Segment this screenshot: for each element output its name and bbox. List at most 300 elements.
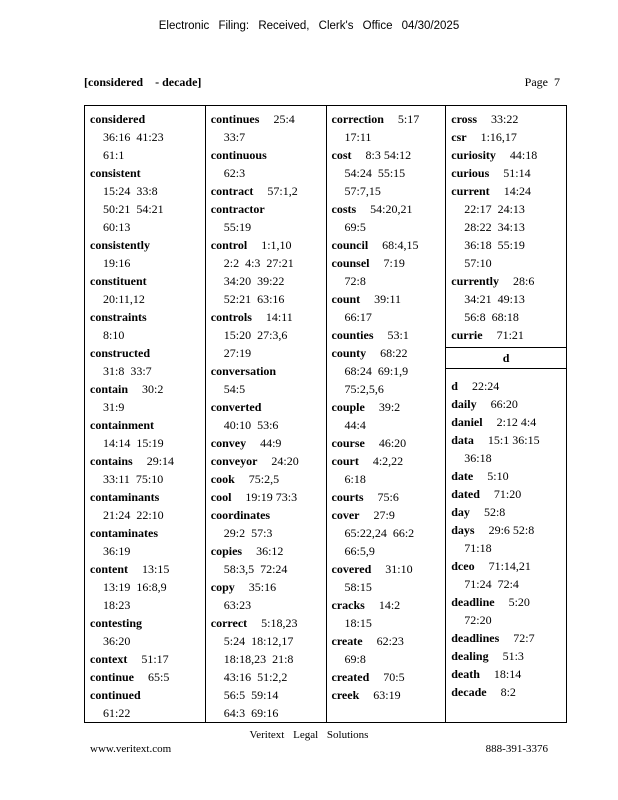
index-reference: 22:17 24:13 [464,202,525,216]
index-reference: 27:9 [373,508,395,522]
index-reference: 71:24 72:4 [464,577,519,591]
index-entry [332,254,446,290]
index-term: csr [451,130,467,144]
index-entry [90,524,205,560]
index-reference: 8:10 [103,328,125,342]
index-term: courts [331,490,364,504]
footer-phone: 888-391-3376 [485,743,548,755]
index-reference: 43:16 51:2,2 [223,670,288,684]
index-entry-head [211,182,326,200]
index-entry [332,452,446,488]
index-reference: 71:18 [464,541,492,555]
index-reference: 46:20 [378,436,407,450]
index-term: daniel [451,415,483,429]
index-reference: 30:2 [142,382,164,396]
index-reference: 68:22 [380,346,408,360]
index-entry-head [451,377,566,395]
index-entry [90,488,205,524]
index-term: contractor [210,202,265,216]
index-entry-head [451,683,566,701]
index-term: contaminates [90,526,158,540]
index-entry [90,452,205,488]
index-entry [451,647,566,665]
index-reference: 57:7,15 [344,184,381,198]
index-reference: 72:7 [513,631,535,645]
index-term: cool [210,490,232,504]
index-entry-head [90,650,205,668]
index-reference: 53:1 [387,328,409,342]
index-entry [90,650,205,668]
index-reference: 8:2 [500,685,516,699]
index-reference: 69:8 [344,652,366,666]
index-term: contaminants [90,490,160,504]
index-entry-head [332,452,446,470]
index-reference: 54:20,21 [370,202,413,216]
index-entry [332,344,446,398]
index-reference: 34:21 49:13 [464,292,525,306]
index-entry-head [451,647,566,665]
index-entry-head [451,413,566,431]
index-term: death [451,667,480,681]
index-entry-head [211,146,326,164]
index-term: couple [331,400,365,414]
index-term: conveyor [210,454,258,468]
index-entry [451,557,566,593]
index-term: continuous [210,148,267,162]
index-entry-head [451,557,566,575]
index-entry [451,521,566,557]
index-reference: 25:4 [273,112,295,126]
index-column-2 [206,106,327,722]
index-term: covered [331,562,372,576]
index-term: daily [451,397,477,411]
index-entry-head [451,503,566,521]
index-entry [451,467,566,485]
index-reference: 5:20 [508,595,530,609]
index-reference: 63:23 [223,598,252,612]
index-reference: 19:16 [103,256,131,270]
index-entry [90,668,205,686]
index-entry-head [451,629,566,647]
index-entry-head [332,254,446,272]
index-reference: 18:15 [344,616,372,630]
index-reference: 44:18 [509,148,538,162]
index-entry-head [332,506,446,524]
index-entry [211,578,326,614]
index-entry [90,236,205,272]
index-reference: 51:17 [141,652,169,666]
index-term: cross [451,112,478,126]
index-term: coordinates [210,508,271,522]
index-reference: 36:12 [256,544,284,558]
index-term: consistent [90,166,141,180]
index-reference: 6:18 [344,472,366,486]
index-reference: 44:4 [344,418,366,432]
index-entry [451,503,566,521]
index-entry-head [451,128,566,146]
index-entry-head [332,326,446,344]
index-reference: 34:20 39:22 [223,274,285,288]
index-reference: 5:24 18:12,17 [223,634,294,648]
index-term: created [331,670,370,684]
index-reference: 15:20 27:3,6 [223,328,288,342]
index-entry [451,683,566,701]
index-reference: 28:22 34:13 [464,220,525,234]
index-reference: 20:11,12 [103,292,145,306]
index-reference: 19:19 73:3 [245,490,298,504]
index-term: cracks [331,598,365,612]
index-entry [451,629,566,647]
index-reference: 51:14 [503,166,531,180]
index-reference: 62:23 [376,634,404,648]
index-reference: 75:6 [377,490,399,504]
index-entry [332,290,446,326]
index-term: conversation [210,364,277,378]
index-entry [451,485,566,503]
index-entry [211,308,326,362]
index-reference: 14:24 [503,184,532,198]
index-term: deadline [451,595,495,609]
index-entry-head [211,470,326,488]
index-term: contains [90,454,133,468]
index-entry [90,344,205,380]
index-term: counties [331,328,374,342]
index-reference: 15:24 33:8 [103,184,158,198]
index-reference: 14:14 15:19 [103,436,164,450]
index-entry-head [90,380,205,398]
index-entry-head [90,452,205,470]
index-entry-head [332,488,446,506]
index-reference: 17:11 [344,130,372,144]
index-entry [332,434,446,452]
index-reference: 36:20 [103,634,131,648]
index-reference: 58:15 [344,580,372,594]
index-reference: 54:5 [223,382,246,396]
index-reference: 63:19 [373,688,401,702]
index-reference: 51:3 [502,649,524,663]
index-term: constructed [90,346,150,360]
index-reference: 33:22 [491,112,519,126]
index-entry [451,146,566,164]
index-entry-head [332,110,446,128]
index-term: considered [90,112,146,126]
index-entry [451,395,566,413]
index-entry [211,506,326,542]
index-reference: 54:24 55:15 [344,166,406,180]
index-term: continues [210,112,260,126]
index-entry [90,686,205,722]
index-entry [332,398,446,434]
index-entry [451,593,566,629]
index-entry [332,560,446,596]
index-entry [90,380,205,416]
index-entry-head [332,290,446,308]
index-reference: 29:14 [146,454,175,468]
index-column-4-c-entries [446,106,566,344]
index-entry-head [451,272,566,290]
index-term: cost [331,148,352,162]
index-reference: 33:7 [223,130,246,144]
index-entry-head [451,485,566,503]
index-term: current [451,184,490,198]
index-reference: 5:18,23 [261,616,298,630]
index-entry [211,470,326,488]
index-reference: 4:2,22 [372,454,404,468]
index-reference: 35:16 [248,580,277,594]
index-reference: 21:24 22:10 [103,508,164,522]
index-entry [90,272,205,308]
index-entry [90,164,205,236]
index-reference: 64:3 69:16 [223,706,279,720]
index-reference: 29:6 52:8 [488,523,535,537]
index-reference: 5:10 [487,469,509,483]
index-entry-head [332,632,446,650]
index-entry-head [211,362,326,380]
index-term: curious [451,166,490,180]
index-term: council [331,238,369,252]
index-column-4-d-entries [446,369,566,701]
index-term: copy [210,580,235,594]
index-term: counsel [331,256,370,270]
index-reference: 70:5 [383,670,405,684]
index-entry [451,326,566,344]
index-reference: 2:2 4:3 27:21 [223,256,294,270]
index-reference: 36:18 55:19 [464,238,525,252]
index-entry [211,452,326,470]
index-term: consistently [90,238,150,252]
index-entry-head [211,236,326,254]
index-entry-head [211,398,326,416]
index-entry-head [332,560,446,578]
index-entry [211,542,326,578]
index-entry-head [211,488,326,506]
index-reference: 8:3 54:12 [365,148,412,162]
index-reference: 1:1,10 [261,238,292,252]
index-entry-head [90,110,205,128]
index-entry-head [90,488,205,506]
index-reference: 65:22,24 66:2 [344,526,415,540]
index-term: cook [210,472,235,486]
index-entry [211,614,326,722]
index-reference: 33:11 75:10 [103,472,164,486]
index-term: content [90,562,128,576]
index-term: converted [210,400,262,414]
index-entry [90,560,205,614]
index-entry [451,164,566,182]
index-entry-head [332,146,446,164]
index-reference: 57:10 [464,256,492,270]
index-reference: 71:20 [493,487,522,501]
index-reference: 69:5 [344,220,366,234]
index-entry-head [332,236,446,254]
index-reference: 14:11 [265,310,293,324]
index-entry-head [211,200,326,218]
index-entry-head [332,398,446,416]
index-term: day [451,505,470,519]
index-entry-head [451,521,566,539]
index-term: county [331,346,367,360]
index-entry-head [332,434,446,452]
index-entry-head [451,467,566,485]
index-term: d [451,379,458,393]
index-term: context [90,652,128,666]
index-reference: 72:8 [344,274,366,288]
index-term: convey [210,436,247,450]
index-entry [332,686,446,704]
index-term: curiosity [451,148,496,162]
index-reference: 18:18,23 21:8 [223,652,294,666]
index-term: court [331,454,359,468]
index-reference: 5:17 [397,112,420,126]
index-column-1 [85,106,206,722]
index-entry [451,182,566,272]
index-reference: 65:5 [148,670,170,684]
index-reference: 52:8 [483,505,506,519]
index-term: data [451,433,474,447]
index-reference: 31:9 [103,400,125,414]
index-reference: 7:19 [383,256,405,270]
index-entry [332,146,446,200]
index-entry-head [211,434,326,452]
index-entry [451,431,566,467]
index-term: continued [90,688,141,702]
index-entry [90,110,205,164]
index-term: decade [451,685,487,699]
index-entry-head [211,506,326,524]
index-entry [211,434,326,452]
index-reference: 29:2 57:3 [223,526,273,540]
index-reference: 61:1 [103,148,125,162]
index-reference: 66:17 [344,310,372,324]
index-reference: 39:2 [378,400,401,414]
index-reference: 56:5 59:14 [223,688,279,702]
index-reference: 61:22 [103,706,131,720]
index-entry [332,506,446,560]
index-term: cover [331,508,360,522]
index-term: constraints [90,310,147,324]
index-term: continue [90,670,135,684]
index-reference: 66:5,9 [344,544,375,558]
section-header-d: d [446,347,566,369]
index-entry-head [90,668,205,686]
index-reference: 75:2,5 [248,472,280,486]
index-entry-head [90,164,205,182]
index-term: contesting [90,616,142,630]
index-entry [211,200,326,236]
index-term: correct [210,616,248,630]
index-reference: 18:14 [493,667,522,681]
index-entry [332,236,446,254]
index-entry [451,377,566,395]
footer-website: www.veritext.com [90,743,172,755]
index-entry-head [451,665,566,683]
index-reference: 68:24 69:1,9 [344,364,409,378]
index-reference: 36:19 [103,544,131,558]
index-reference: 1:16,17 [480,130,517,144]
index-term: dealing [451,649,489,663]
index-entry [211,146,326,182]
index-entry [332,668,446,686]
index-reference: 72:20 [464,613,492,627]
index-entry-head [211,578,326,596]
index-term: contain [90,382,129,396]
index-entry [451,413,566,431]
index-entry [211,398,326,434]
index-term: constituent [90,274,147,288]
index-entry [211,236,326,308]
footer-company: Veritext Legal Solutions [249,729,369,741]
index-reference: 56:8 68:18 [464,310,519,324]
index-reference: 28:6 [513,274,535,288]
index-reference: 22:24 [471,379,500,393]
index-entry-head [451,146,566,164]
index-entry-head [90,272,205,290]
index-reference: 2:12 4:4 [496,415,537,429]
index-term: controls [210,310,252,324]
index-term: date [451,469,474,483]
index-entry-head [451,164,566,182]
index-entry-head [451,593,566,611]
index-term: containment [90,418,154,432]
index-entry [90,614,205,650]
filing-stamp: Electronic Filing: Received, Clerk's Office 04/30/2025 [158,20,460,32]
index-reference: 58:3,5 72:24 [223,562,288,576]
index-entry-head [211,542,326,560]
page-number: Page 7 [524,75,560,89]
index-entry [211,362,326,398]
index-reference: 71:21 [496,328,524,342]
index-entry-head [90,236,205,254]
index-entry-head [332,668,446,686]
index-entry [332,326,446,344]
index-term: contract [210,184,254,198]
word-index-table [84,105,567,723]
index-entry [451,128,566,146]
index-term: create [331,634,363,648]
index-reference: 44:9 [260,436,282,450]
index-term: count [331,292,361,306]
index-entry-head [332,596,446,614]
index-entry [332,200,446,236]
index-reference: 36:18 [464,451,492,465]
index-term: creek [331,688,360,702]
index-term: copies [210,544,243,558]
index-reference: 60:13 [103,220,131,234]
index-entry-head [332,686,446,704]
index-entry-head [451,110,566,128]
index-reference: 52:21 63:16 [223,292,285,306]
index-reference: 13:19 16:8,9 [103,580,167,594]
index-entry [211,110,326,146]
index-reference: 13:15 [142,562,170,576]
index-entry-head [211,614,326,632]
index-range: [considered - decade] [84,75,202,89]
index-entry [211,488,326,506]
index-entry [211,182,326,200]
index-reference: 36:16 41:23 [103,130,164,144]
index-entry-head [90,308,205,326]
index-term: dated [451,487,480,501]
index-entry-head [90,524,205,542]
index-entry [332,488,446,506]
index-entry [90,416,205,452]
index-entry-head [332,200,446,218]
index-entry-head [451,182,566,200]
index-reference: 24:20 [271,454,299,468]
index-reference: 15:1 36:15 [487,433,540,447]
index-reference: 71:14,21 [488,559,531,573]
index-term: course [331,436,365,450]
